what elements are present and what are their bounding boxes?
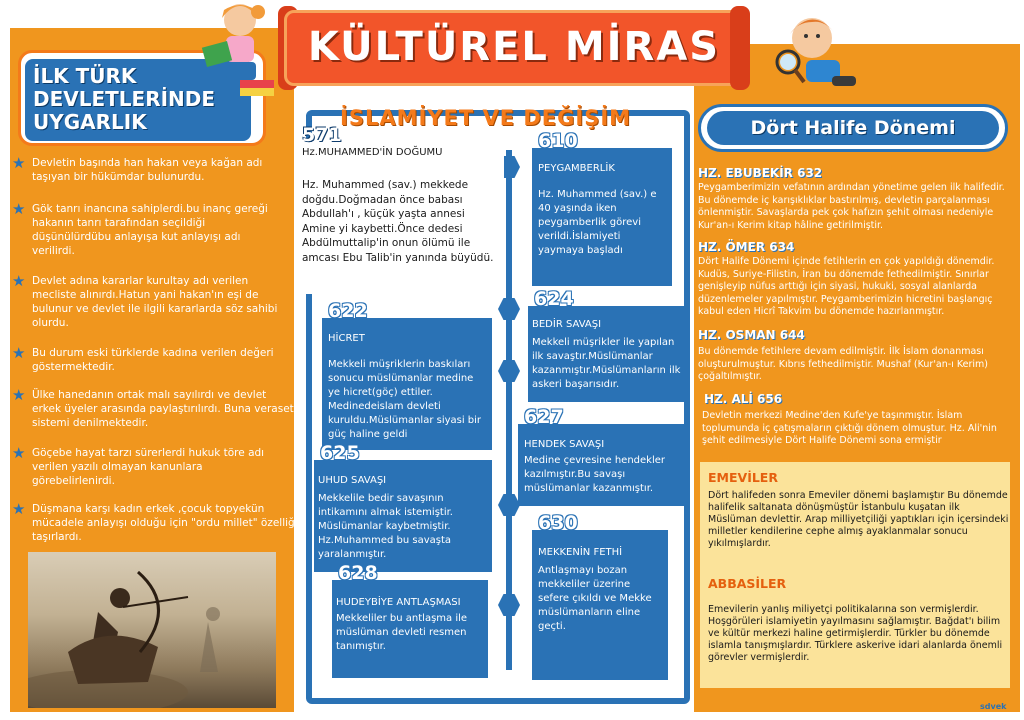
event-year: 622	[328, 300, 368, 322]
event-title: UHUD SAVAŞI	[318, 475, 387, 486]
event-628	[332, 562, 488, 678]
left-bullet: ★ Gök tanrı inancına sahiplerdi.bu inanç gereği hakanın tanrı tarafından seçildiği düşünülürdübu anlayışa kut anlayışı adı verilirdi.	[12, 200, 268, 257]
event-title: Hz.MUHAMMED'İN DOĞUMU	[302, 147, 443, 158]
archer-horseman-image	[28, 552, 276, 708]
event-year: 628	[338, 562, 378, 584]
left-bullet: ★ Devlet adına kararlar kurultay adı verilen mecliste alınırdı.Hatun yani hakan'ın eşi de bulunur ve devlet ile ilgili kararlarda söz sahibi olurdu.	[12, 272, 278, 329]
battle-illustration	[28, 552, 276, 708]
event-year: 624	[534, 288, 574, 310]
event-text: Mekkeli müşriklerin baskıları sonucu müslümanlar medine ye hicret(göç) ettiler. Medinedeislam devleti kuruldu.Müslümanlar siyasi bir güç haline geldi	[328, 359, 482, 440]
dynasty-text: Emevilerin yanlış miliyetçi politikalarına son vermişlerdir. Hoşgörüleri islamiyetin yayılmasını sağlamıştır. Bağdat'ı bilim ve kültür merkezi haline getirmişlerdir. Türkler bu dönemde islamla tanışmışlardır. Türklere askerive idari alanlarda önemli görevler vermişlerdir.	[708, 604, 1003, 663]
title-banner	[284, 2, 744, 94]
event-624	[528, 288, 688, 402]
star-icon: ★	[12, 344, 26, 362]
caliph-text: Dört Halife Dönemi içinde fetihlerin en çok yapıldığı dönemdir. Kudüs, Suriye-Filistin, İran bu dönemde fethedilmiştir. Sınırlar genişleyip nüfus arttığı için siyasi, hukuki, sosyal alanlarda düzenlemeler yapılmıştır. Peygamberimizin hicretini başlangıç kabul eden Hicrî Takvim bu dönemde hazırlanmıştır.	[698, 256, 995, 317]
girl-reading-illustration	[196, 0, 276, 98]
timeline-header: İSLAMİYET VE DEĞİŞİM	[340, 106, 632, 130]
dynasties-box	[698, 460, 1012, 690]
event-text: Hz. Muhammed (sav.) e 40 yaşında iken peygamberlik görevi verildi.İslamiyeti yaymaya başladı	[538, 189, 657, 256]
caliph-text: Devletin merkezi Medine'den Kufe'ye taşınmıştır. İslam toplumunda iç çatışmaların çıktığı dönem olmuştur. Hz. Ali'nin şehit edilmesiyle Dört Halife Dönemi sona ermiştir	[702, 410, 997, 446]
event-text: Antlaşmayı bozan mekkeliler üzerine sefere çıkıldı ve Mekke müslümanların eline geçti.	[538, 565, 652, 632]
event-year: 571	[302, 124, 342, 146]
dynasty-name: EMEVİLER	[708, 470, 778, 485]
left-title-line: İLK TÜRK	[33, 64, 137, 88]
timeline-spine	[506, 150, 512, 670]
left-title-line: UYGARLIK	[33, 110, 147, 134]
main-title: KÜLTÜREL MİRAS	[307, 24, 721, 70]
star-icon: ★	[12, 200, 26, 218]
event-571	[296, 124, 504, 294]
right-title: Dört Halife Dönemi	[707, 111, 999, 145]
caliph-name: HZ. OSMAN 644	[698, 328, 805, 342]
event-title: PEYGAMBERLİK	[538, 163, 615, 174]
left-bullet: ★ Devletin başında han hakan veya kağan adı taşıyan bir hükümdar bulunurdu.	[12, 154, 263, 183]
right-title-box	[698, 104, 1008, 152]
event-text: Mekkeli müşrikler ile yapılan ilk savaştır.Müslümanlar kazanmıştır.Müslümanların ilk askeri başarısıdır.	[532, 337, 681, 390]
event-625	[314, 442, 492, 572]
star-icon: ★	[12, 386, 26, 404]
event-year: 610	[538, 130, 578, 152]
event-610	[532, 130, 672, 286]
caliph-name: HZ. EBUBEKİR 632	[698, 166, 823, 180]
event-text: Mekkelile bedir savaşının intikamını almak istemiştir. Müslümanlar kaybetmiştir. Hz.Muhammed bu savaşta yaralanmıştır.	[318, 493, 453, 560]
caliph-name: HZ. ALİ 656	[704, 392, 783, 406]
event-text: Medine çevresine hendekler kazılmıştır.Bu savaşı müslümanlar kazanmıştır.	[524, 455, 666, 494]
star-icon: ★	[12, 444, 26, 462]
star-icon: ★	[12, 154, 26, 172]
event-622	[322, 300, 492, 450]
event-title: HİCRET	[328, 333, 365, 344]
dynasty-text: Dört halifeden sonra Emeviler dönemi başlamıştır Bu dönemde halifelik saltanata dönüşmüştür İstanbulu kuşatan ilk Müslüman devlettir. Arap milliyetçiliği yaptıkları için içersindeki milletler kendilerine cephe almış ayaklanmalar sonucu yıkılmışlardır.	[708, 490, 1009, 549]
event-text: Mekkeliler bu antlaşma ile müslüman devleti resmen tanımıştır.	[336, 613, 468, 652]
event-year: 630	[538, 512, 578, 534]
left-bullet: ★ Göçebe hayat tarzı sürerlerdi hukuk töre adı verilen yazılı olmayan kanunlara görebelirlenirdi.	[12, 444, 265, 487]
left-bullet: ★ Bu durum eski türklerde kadına verilen değeri göstermektedir.	[12, 344, 274, 373]
star-icon: ★	[12, 272, 26, 290]
boy-magnifier-illustration	[762, 6, 862, 102]
event-text: Hz. Muhammed (sav.) mekkede doğdu.Doğmadan önce babası Abdullah'ı , küçük yaşta annesi Amine yi kaybetti.Önce dedesi Abdülmuttalip'in onun ölümü ile amcası Ebu Talib'in yanında büyüdü.	[302, 179, 494, 264]
event-627	[518, 406, 688, 506]
event-title: MEKKENİN FETHİ	[538, 547, 623, 558]
left-bullet: ★ Düşmana karşı kadın erkek ,çocuk topyekün mücadele anlayışı olduğu için "ordu millet" özelliği taşırlardı.	[12, 500, 298, 543]
left-title-line: DEVLETLERİNDE	[33, 87, 216, 111]
caliph-text: Peygamberimizin vefatının ardından yönetime gelen ilk halifedir. Bu dönemde iç karışıklıklar bastırılmış, devletin parçalanması önlenmiştir. Savaşlarda pek çok hafızın şehit olması nedeniyle Kur'an-ı Kerim kitap hâline getirilmiştir.	[698, 182, 1005, 231]
event-year: 627	[524, 406, 564, 428]
logo: sdvek	[980, 702, 1007, 711]
event-630	[532, 512, 668, 680]
event-title: BEDİR SAVAŞI	[532, 319, 602, 330]
caliph-text: Bu dönemde fetihlere devam edilmiştir. İlk İslam donanması oluşturulmuştur. Kıbrıs fethedilmiştir. Mushaf (Kur'an-ı Kerim) çoğaltılmıştır.	[698, 346, 988, 382]
star-icon: ★	[12, 500, 26, 518]
boy-icon	[762, 6, 862, 102]
left-bullet: ★ Ülke hanedanın ortak malı sayılırdı ve devlet erkek üyeler arasında paylaştırılırdı. Buna veraset sistemi denilmektedir.	[12, 386, 294, 429]
event-year: 625	[320, 442, 360, 464]
event-title: HENDEK SAVAŞI	[524, 439, 605, 450]
girl-icon	[196, 0, 276, 98]
caliph-name: HZ. ÖMER 634	[698, 240, 795, 254]
dynasty-name: ABBASİLER	[708, 576, 787, 591]
event-title: HUDEYBİYE ANTLAŞMASI	[336, 597, 461, 608]
